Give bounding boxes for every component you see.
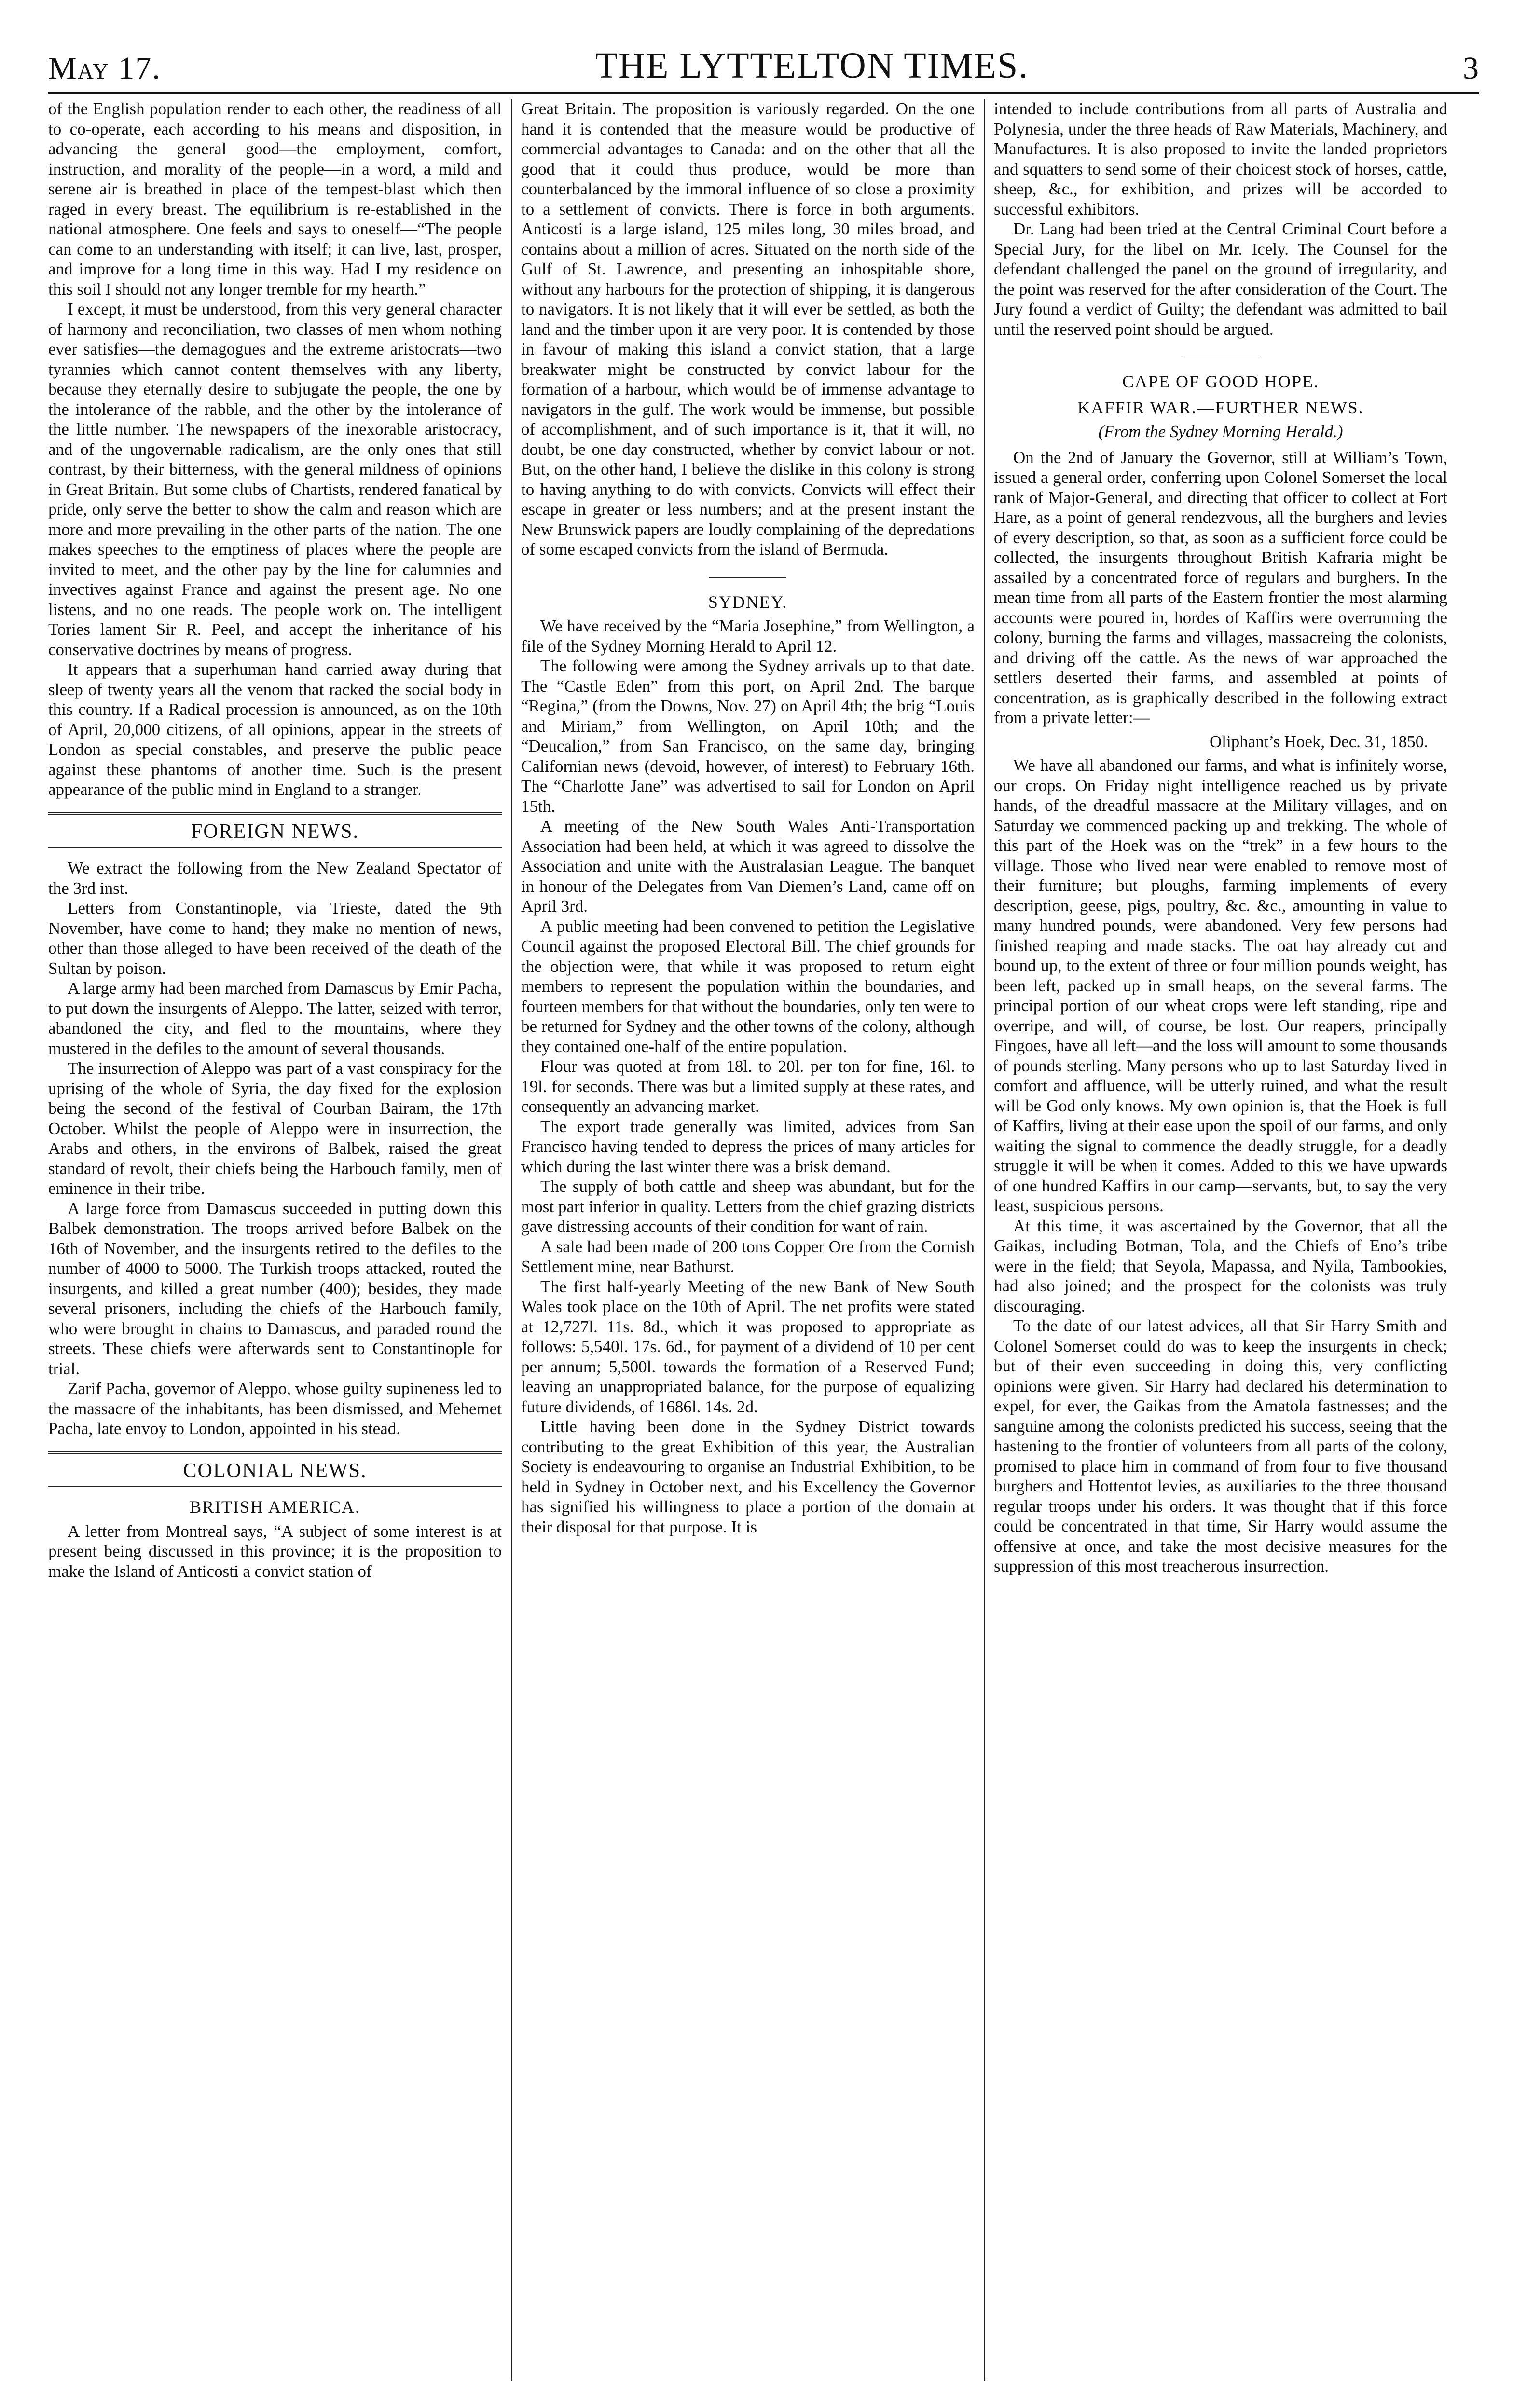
article-paragraph: I except, it must be understood, from this very general character of harmony and reconciliation, two classes of men whom nothing ever satisfies—the demagogues and the extreme aristocrats—two tyrannies which cannot content themselves with any liberty, because they eternally desire to subjugate the people, the one by the intolerance of the rabble, and the other by the intolerance of the little number. The newspapers of the inexorable aristocracy, and of the ungovernable radicalism, are the only ones that still contrast, by their bitterness, with the general mildness of opinions in Great Britain. But some clubs of Chartists, rendered fanatical by pride, only serve the better to show the calm and reason which are more and more prevailing in the other parts of the nation. The one makes speeches to the emptiness of places where the people are invited to meet, and the other pay by the line for calumnies and invectives against France and against the present age. No one listens, and no one reads. The people work on. The intelligent Tories lament Sir R. Peel, and accept the inheritance of his conservative doctrines by means of progress. xyxy=(48,300,502,659)
subheading-cape-of-good-hope: CAPE OF GOOD HOPE. xyxy=(1122,372,1320,391)
article-paragraph: The export trade generally was limited, advices from San Francisco having tended to depress the prices of many articles for which during the last winter there was a brisk demand. xyxy=(521,1117,975,1176)
article-paragraph: of the English population render to each other, the readiness of all to co-operate, each according to his means and disposition, in advancing the general good—the employment, comfort, instruction, and morality of the people—in a word, a mild and serene air is breathed in place of the tempest-blast which then raged in every breast. The equilibrium is re-established in the national atmosphere. One feels and says to oneself—“The people can come to an understanding with itself; it can live, last, prosper, and improve for a long time in this way. Had I my residence on this soil I should not any longer tremble for my hearth.” xyxy=(48,99,502,299)
article-paragraph: A letter from Montreal says, “A subject of some interest is at present being discussed in this province; it is the proposition to make the Island of Anticosti a convict station of xyxy=(48,1521,502,1581)
subheading-british-america: BRITISH AMERICA. xyxy=(189,1497,361,1517)
article-paragraph: It appears that a superhuman hand carried away during that sleep of twenty years all the venom that racked the social body in this country. If a Radical procession is announced, as on the 10th of April, 20,000 citizens, of all opinions, appear in the streets of London as special constables, and preserve the public peace against these phantoms of another time. Such is the present appearance of the public mind in England to a stranger. xyxy=(48,660,502,799)
page-number: 3 xyxy=(1462,51,1479,86)
article-paragraph: A sale had been made of 200 tons Copper Ore from the Cornish Settlement mine, near Bathurst. xyxy=(521,1237,975,1276)
subheading-kaffir-war: KAFFIR WAR.—FURTHER NEWS. xyxy=(1077,397,1364,417)
article-paragraph: Great Britain. The proposition is variously regarded. On the one hand it is contended that the measure would be productive of commercial advantages to Canada: and on the other that all the good that it could thus produce, would be more than counterbalanced by the immoral influence of so close a proximity to a settlement of convicts. There is force in both arguments. Anticosti is a large island, 125 miles long, 30 miles broad, and contains about a million of acres. Situated on the north side of the Gulf of St. Lawrence, and presenting an inhospitable shore, without any harbours for the protection of shipping, it is dangerous to navigators. It is not likely that it will ever be settled, as both the land and the timber upon it are very poor. It is contended by those in favour of making this island a convict station, that a large breakwater might be constructed by convict labour for the formation of a harbour, which would be of immense advantage to navigators in the gulf. The work would be immense, but possible of accomplishment, and of such importance is it, that it will, no doubt, be one day constructed, whether by convict labour or not. But, on the other hand, I believe the dislike in this colony is strong to having anything to do with convicts. Convicts will effect their escape in greater or less numbers; and at the present instant the New Brunswick papers are loudly complaining of the depredations of some escaped convicts from the island of Bermuda. xyxy=(521,99,975,559)
article-paragraph: We extract the following from the New Zealand Spectator of the 3rd inst. xyxy=(48,859,502,898)
article-paragraph: We have all abandoned our farms, and what is infinitely worse, our crops. On Friday night intelligence reached us by private hands, of the dreadful massacre at the Military villages, and on Saturday we commenced packing up and trekking. The whole of this part of the Hoek was on the “trek” in a few hours to the village. Those who lived near were enabled to remove most of their furniture; but ploughs, farming implements of every description, geese, pigs, poultry, &c. &c., amounting in value to many hundred pounds, were abandoned. Very few persons had finished reaping and made stacks. The oat hay already cut and bound up, to the extent of three or four million pounds weight, has been left, packed up in small heaps, on the several farms. The principal portion of our wheat crops were left standing, ripe and overripe, and will, of course, be lost. Our reapers, principally Fingoes, have all left—and the loss will amount to some thousands of pounds sterling. Many persons who up to last Saturday lived in comfort and affluence, will be utterly ruined, and what the result will be God only knows. My own opinion is, that the Hoek is full of Kaffirs, living at their ease upon the spoil of our farms, and only waiting the signal to commence the deadly struggle, for a deadly struggle it will be when it comes. Added to this we have upwards of one hundred Kaffirs in our camp—servants, but, to say the very least, suspicious persons. xyxy=(994,756,1447,1215)
article-paragraph: Letters from Constantinople, via Trieste, dated the 9th November, have come to hand; they make no mention of news, other than those alleged to have been received of the death of the Sultan by poison. xyxy=(48,899,502,978)
newspaper-title: THE LYTTELTON TIMES. xyxy=(595,45,1029,86)
article-paragraph: Flour was quoted at from 18l. to 20l. per ton for fine, 16l. to 19l. for seconds. There was but a limited supply at these rates, and consequently an advancing market. xyxy=(521,1057,975,1116)
article-paragraph: The insurrection of Aleppo was part of a vast conspiracy for the uprising of the whole of Syria, the day fixed for the explosion being the second of the festival of Courban Bairam, the 17th October. Whilst the people of Aleppo were in insurrection, the Arabs and others, in the environs of Balbek, raised the great standard of revolt, their chiefs being the Harbouch family, men of eminence in their tribe. xyxy=(48,1059,502,1198)
section-heading-foreign-news: FOREIGN NEWS. xyxy=(48,812,502,848)
divider xyxy=(709,576,786,578)
article-paragraph: At this time, it was ascertained by the Governor, that all the Gaikas, including Botman, Tola, and the Chiefs of Eno’s tribe were in the field; that Seyola, Mapassa, and Nyila, Tambookies, had also joined; and the prospect for the colonists was truly discouraging. xyxy=(994,1216,1447,1315)
article-paragraph: A large army had been marched from Damascus by Emir Pacha, to put down the insurgents of Aleppo. The latter, seized with terror, abandoned the city, and fled to the mountains, where they mustered in the defiles to the amount of several thousands. xyxy=(48,979,502,1058)
article-paragraph: The first half-yearly Meeting of the new Bank of New South Wales took place on the 10th of April. The net profits were stated at 12,727l. 11s. 8d., which it was proposed to appropriate as follows: 5,540l. 17s. 6d., for payment of a dividend of 10 per cent per annum; 5,500l. towards the formation of a Reserved Fund; leaving an unappropriated balance, for the purpose of equalizing future dividends, of 1686l. 14s. 2d. xyxy=(521,1277,975,1416)
subheading-sydney: SYDNEY. xyxy=(708,592,788,612)
article-paragraph: We have received by the “Maria Josephine,” from Wellington, a file of the Sydney Morning Herald to April 12. xyxy=(521,616,975,656)
article-paragraph: On the 2nd of January the Governor, still at William’s Town, issued a general order, conferring upon Colonel Somerset the local rank of Major-General, and directing that officer to collect at Fort Hare, as a point of general rendezvous, all the burghers and levies of every description, so that, as soon as a sufficient force could be collected, the insurgents throughout British Kafraria might be assailed by a concentrated force of regulars and burghers. In the mean time from all parts of the Eastern frontier the most alarming accounts were poured in, hordes of Kaffirs were overrunning the colony, burning the farms and villages, massacreing the colonists, and driving off the cattle. As the news of war approached the settlers deserted their farms, and assembled at points of concentration, as is graphically described in the following extract from a private letter:— xyxy=(994,448,1447,727)
section-heading-colonial-news: COLONIAL NEWS. xyxy=(48,1451,502,1487)
divider xyxy=(1182,356,1259,357)
article-paragraph: A meeting of the New South Wales Anti-Transportation Association had been held, at which it was agreed to dissolve the Association and unite with the Australasian League. The banquet in honour of the Delegates from Van Diemen’s Land, came off on April 3rd. xyxy=(521,817,975,916)
article-paragraph: Dr. Lang had been tried at the Central Criminal Court before a Special Jury, for the libel on Mr. Icely. The Counsel for the defendant challenged the panel on the ground of irregularity, and the point was reserved for the after consideration of the Court. The Jury found a verdict of Guilty; the defendant was admitted to bail until the reserved point should be argued. xyxy=(994,219,1447,339)
source-credit: (From the Sydney Morning Herald.) xyxy=(1098,422,1343,441)
article-paragraph: intended to include contributions from all parts of Australia and Polynesia, under the three heads of Raw Materials, Machinery, and Manufactures. It is also proposed to invite the landed proprietors and squatters to send some of their choicest stock of horses, cattle, sheep, &c., for exhibition, and prizes will be accorded to successful exhibitors. xyxy=(994,99,1447,219)
column-rule xyxy=(511,99,512,2381)
article-paragraph: A public meeting had been convened to petition the Legislative Council against the proposed Electoral Bill. The chief grounds for the objection were, that while it was proposed to return eight members to represent the population within the boundaries, and fourteen members for that without the boundaries, only ten were to be returned for Sydney and the other towns of the colony, although they contained one-half of the entire population. xyxy=(521,917,975,1056)
article-paragraph: The following were among the Sydney arrivals up to that date. The “Castle Eden” from this port, on April 2nd. The barque “Regina,” (from the Downs, Nov. 27) on April 4th; the brig “Louis and Miriam,” from Wellington, on April 10th; and the “Deucalion,” from San Francisco, on the same day, bringing Californian news (devoid, however, of interest) to February 16th. The “Charlotte Jane” was advertised to sail for London on April 15th. xyxy=(521,657,975,816)
masthead-rule xyxy=(48,92,1479,94)
letter-dateline: Oliphant’s Hoek, Dec. 31, 1850. xyxy=(1210,732,1428,751)
column-rule xyxy=(984,99,985,2381)
column-3 xyxy=(994,99,1447,2381)
article-paragraph: The supply of both cattle and sheep was abundant, but for the most part inferior in quality. Letters from the chief grazing districts gave distressing accounts of their condition for want of rain. xyxy=(521,1177,975,1236)
masthead xyxy=(48,29,1479,87)
column-2 xyxy=(521,99,975,2381)
article-paragraph: A large force from Damascus succeeded in putting down this Balbek demonstration. The troops arrived before Balbek on the 16th of November, and the insurgents retired to the defiles to the number of 4000 to 5000. The Turkish troops attacked, routed the insurgents, and killed a great number (400); besides, they made several prisoners, including the chiefs of the Harbouch family, who were brought in chains to Damascus, and paraded round the streets. These chiefs were afterwards sent to Constantinople for trial. xyxy=(48,1199,502,1378)
issue-date: May 17. xyxy=(48,51,161,86)
article-paragraph: Little having been done in the Sydney District towards contributing to the great Exhibition of this year, the Australian Society is endeavouring to organise an Industrial Exhibition, to be held in Sydney in October next, and his Excellency the Governor has signified his willingness to place a portion of the domain at their disposal for that purpose. It is xyxy=(521,1417,975,1536)
article-paragraph: Zarif Pacha, governor of Aleppo, whose guilty supineness led to the massacre of the inhabitants, has been dismissed, and Mehemet Pacha, late envoy to London, appointed in his stead. xyxy=(48,1379,502,1438)
article-paragraph: To the date of our latest advices, all that Sir Harry Smith and Colonel Somerset could do was to keep the insurgents in check; but of their even succeeding in doing this, very conflicting opinions were given. Sir Harry had declared his determination to expel, for ever, the Gaikas from the Amatola fastnesses; and the sanguine among the colonists predicted his success, seeing that the hastening to the frontier of volunteers from all parts of the colony, promised to place him in command of from four to five thousand burghers and Hottentot levies, as auxiliaries to the three thousand regular troops under his orders. It was thought that if this force could be concentrated in that time, Sir Harry would assume the offensive at once, and take the most decisive measures for the suppression of this most treacherous insurrection. xyxy=(994,1316,1447,1575)
column-1 xyxy=(48,99,502,2381)
